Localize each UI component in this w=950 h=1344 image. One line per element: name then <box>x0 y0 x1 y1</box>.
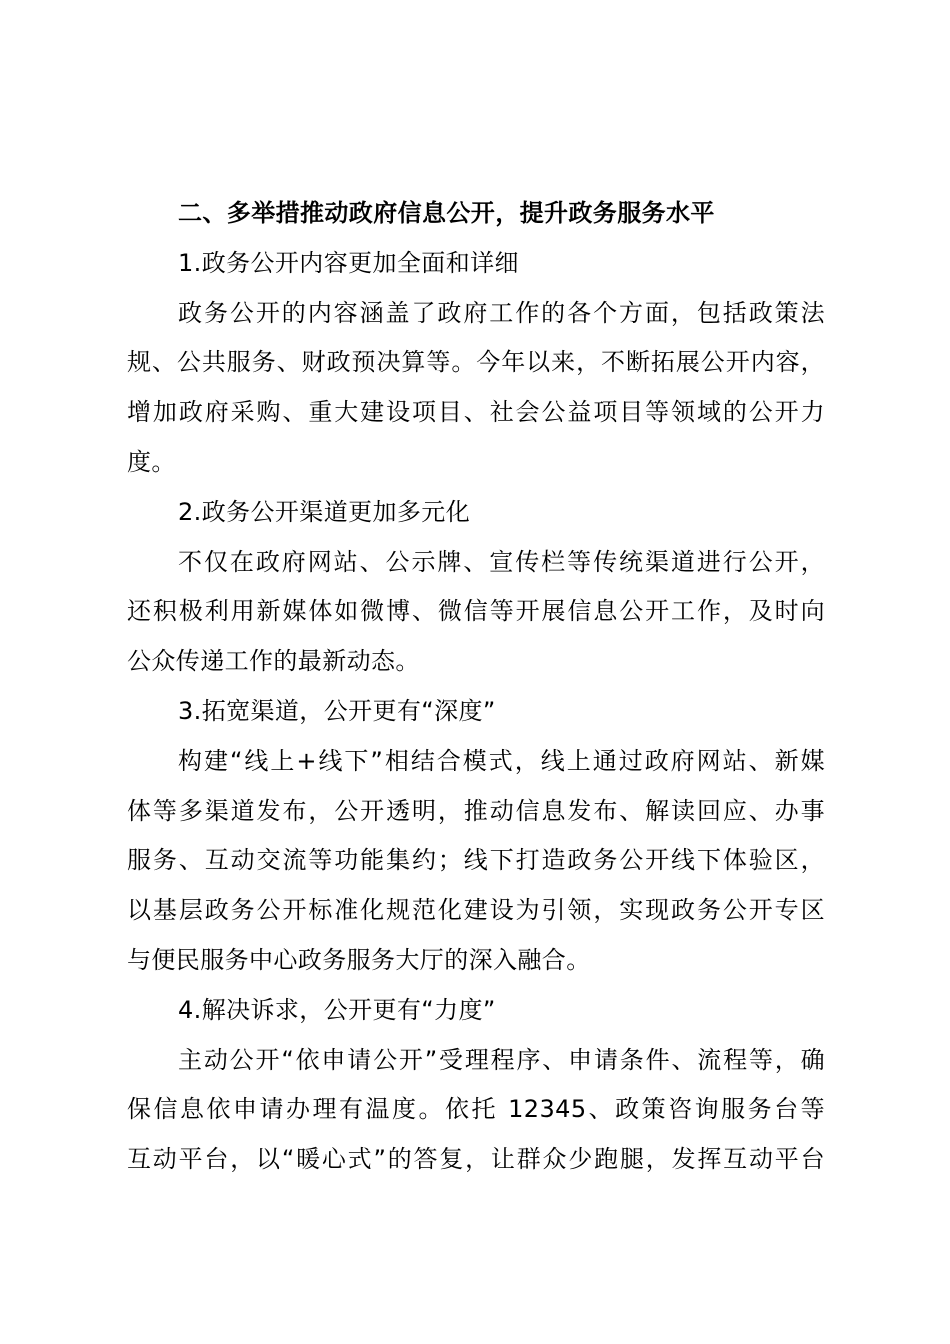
sub2-line: 还积极利用新媒体如微博、微信等开展信息公开工作，及时向 <box>127 597 825 626</box>
document-body <box>127 189 825 1185</box>
sub3-line: 体等多渠道发布，公开透明，推动信息发布、解读回应、办事 <box>127 796 825 825</box>
sub2-heading: 2.政务公开渠道更加多元化 <box>178 497 471 526</box>
sub3-heading: 3.拓宽渠道，公开更有“深度” <box>178 696 496 725</box>
sub2-line: 公众传递工作的最新动态。 <box>127 647 420 676</box>
sub3-line: 以基层政务公开标准化规范化建设为引领，实现政务公开专区 <box>127 896 825 925</box>
sub4-line: 互动平台，以“暖心式”的答复，让群众少跑腿，发挥互动平台 <box>127 1145 825 1174</box>
sub1-line: 增加政府采购、重大建设项目、社会公益项目等领域的公开力 <box>127 398 825 427</box>
sub1-heading: 1.政务公开内容更加全面和详细 <box>178 248 519 277</box>
sub4-line: 主动公开“依申请公开”受理程序、申请条件、流程等，确 <box>178 1045 825 1074</box>
sub4-heading: 4.解决诉求，公开更有“力度” <box>178 995 496 1024</box>
section-title: 二、多举措推动政府信息公开，提升政务服务水平 <box>178 199 715 227</box>
sub3-line: 构建“线上+线下”相结合模式，线上通过政府网站、新媒 <box>178 746 825 775</box>
sub1-line: 规、公共服务、财政预决算等。今年以来，不断拓展公开内容， <box>127 348 825 377</box>
sub3-line: 与便民服务中心政务服务大厅的深入融合。 <box>127 945 591 974</box>
sub3-line: 服务、互动交流等功能集约；线下打造政务公开线下体验区， <box>127 846 825 875</box>
sub4-line: 保信息依申请办理有温度。依托 12345、政策咨询服务台等 <box>127 1095 825 1124</box>
sub1-line: 政务公开的内容涵盖了政府工作的各个方面，包括政策法 <box>178 298 825 327</box>
sub2-line: 不仅在政府网站、公示牌、宣传栏等传统渠道进行公开， <box>178 547 825 576</box>
sub1-line: 度。 <box>127 447 176 476</box>
